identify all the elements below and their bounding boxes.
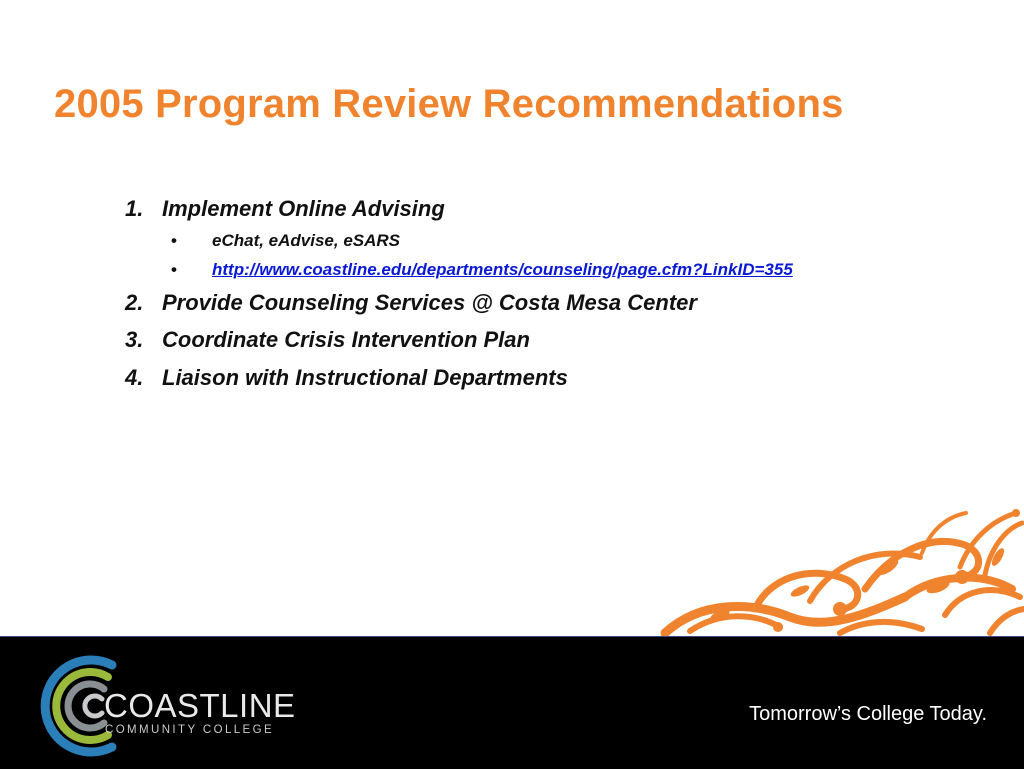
sub-bullet <box>171 231 400 251</box>
footer-bar <box>0 636 1024 769</box>
list-item <box>125 327 530 353</box>
bullet-dot-icon: • <box>171 231 177 250</box>
item-text: Implement Online Advising <box>162 196 445 221</box>
counseling-page-link[interactable]: http://www.coastline.edu/departments/counseling/page.cfm?LinkID=355 <box>212 260 793 279</box>
slide-title: 2005 Program Review Recommendations <box>54 82 844 126</box>
logo-name: COASTLINE <box>104 687 296 724</box>
item-number: 1. <box>125 196 144 221</box>
bullet-text: eChat, eAdvise, eSARS <box>212 231 401 250</box>
list-item <box>125 290 697 316</box>
bullet-dot-icon: • <box>171 260 177 279</box>
footer-tagline: Tomorrow’s College Today. <box>749 703 987 725</box>
item-text: Coordinate Crisis Intervention Plan <box>162 327 530 352</box>
list-item <box>125 365 568 391</box>
orange-swirl-ornament-icon <box>660 505 1024 640</box>
item-text: Liaison with Instructional Departments <box>162 365 568 390</box>
logo-subtitle: COMMUNITY COLLEGE <box>105 724 275 736</box>
item-text: Provide Counseling Services @ Costa Mesa Center <box>162 290 697 315</box>
item-number: 2. <box>125 290 144 315</box>
sub-bullet <box>171 260 793 280</box>
item-number: 4. <box>125 365 144 390</box>
item-number: 3. <box>125 327 144 352</box>
list-item <box>125 196 445 222</box>
